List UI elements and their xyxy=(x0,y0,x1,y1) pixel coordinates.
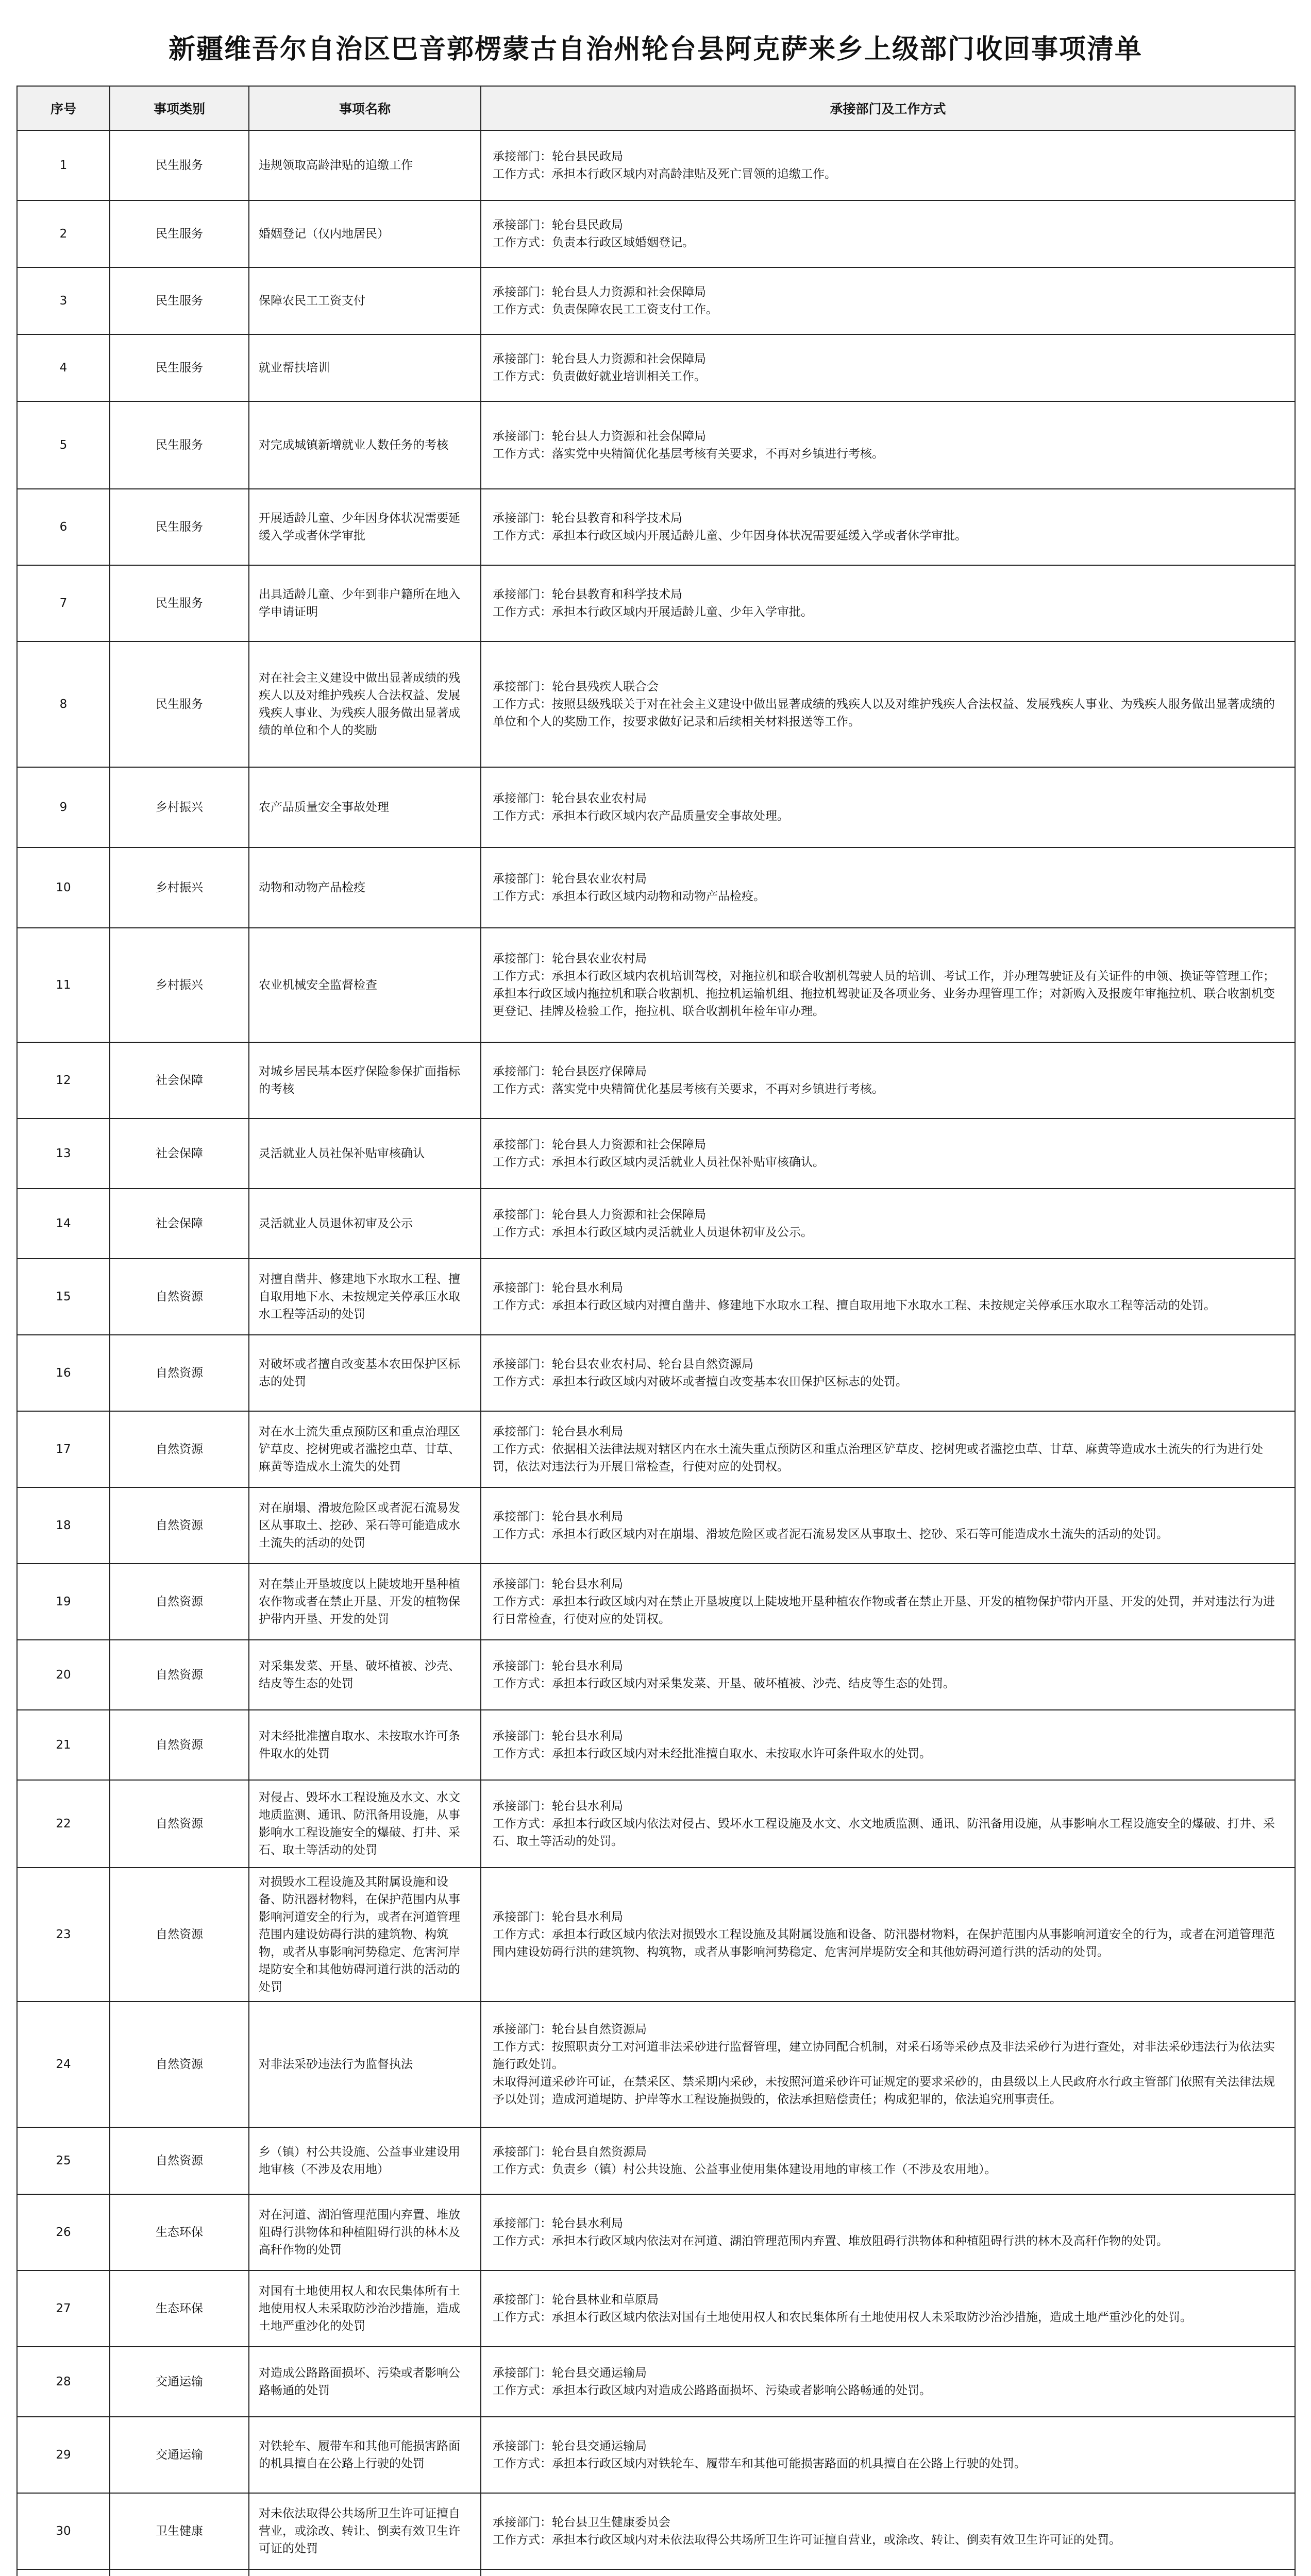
row-category: 社会保障 xyxy=(110,1042,249,1118)
row-department xyxy=(481,1640,1295,1710)
table-row xyxy=(17,334,1295,401)
department-line: 承接部门：轮台县农业农村局 xyxy=(493,792,647,805)
department-line: 工作方式：承担本行政区域内灵活就业人员社保补贴审核确认。 xyxy=(493,1156,825,1169)
department-line: 承接部门：轮台县自然资源局 xyxy=(493,2145,647,2159)
row-category: 自然资源 xyxy=(110,1710,249,1780)
department-line: 承接部门：轮台县交通运输局 xyxy=(493,2439,647,2453)
department-line: 工作方式：承担本行政区域内对未经批准擅自取水、未按取水许可条件取水的处罚。 xyxy=(493,1747,931,1760)
row-department xyxy=(481,1564,1295,1640)
department-line: 工作方式：承担本行政区域内灵活就业人员退休初审及公示。 xyxy=(493,1226,813,1239)
row-category: 乡村振兴 xyxy=(110,928,249,1042)
table-body xyxy=(17,130,1295,2576)
row-item-name: 农业机械安全监督检查 xyxy=(249,928,481,1042)
department-line: 承接部门：轮台县人力资源和社会保障局 xyxy=(493,285,706,299)
table-row xyxy=(17,2493,1295,2569)
row-number: 4 xyxy=(17,334,110,401)
table-header-row xyxy=(17,86,1295,130)
department-line: 工作方式：承担本行政区域内对在崩塌、滑坡危险区或者泥石流易发区从事取土、挖砂、采石等可能造成水土流失的活动的处罚。 xyxy=(493,1528,1168,1541)
row-item-name: 对非法采砂违法行为监督执法 xyxy=(249,2002,481,2127)
row-number: 20 xyxy=(17,1640,110,1710)
row-category: 民生服务 xyxy=(110,130,249,200)
department-line: 承接部门：轮台县水利局 xyxy=(493,1510,623,1523)
department-line: 承接部门：轮台县教育和科学技术局 xyxy=(493,588,682,601)
row-item-name: 婚姻登记（仅内地居民） xyxy=(249,200,481,267)
row-item-name: 对未依法取得公共场所卫生许可证擅自营业，或涂改、转让、倒卖有效卫生许可证的处罚 xyxy=(249,2493,481,2569)
row-department xyxy=(481,1868,1295,2002)
row-category: 民生服务 xyxy=(110,267,249,334)
department-line: 工作方式：承担本行政区域内对造成公路路面损坏、污染或者影响公路畅通的处罚。 xyxy=(493,2384,931,2397)
row-item-name: 对侵占、毁坏水工程设施及水文、水文地质监测、通讯、防汛备用设施，从事影响水工程设施安全的爆破、打井、采石、取土等活动的处罚 xyxy=(249,1780,481,1868)
row-number: 25 xyxy=(17,2127,110,2194)
row-number xyxy=(17,2569,110,2576)
table-row xyxy=(17,2347,1295,2417)
row-item-name: 对擅自凿井、修建地下水取水工程、擅自取用地下水、未按规定关停承压水取水工程等活动的处罚 xyxy=(249,1259,481,1335)
department-line: 工作方式：负责做好就业培训相关工作。 xyxy=(493,370,706,383)
row-item-name: 乡（镇）村公共设施、公益事业建设用地审核（不涉及农用地） xyxy=(249,2127,481,2194)
table-row xyxy=(17,130,1295,200)
department-line: 承接部门：轮台县水利局 xyxy=(493,1578,623,1591)
row-category: 交通运输 xyxy=(110,2347,249,2417)
table-row xyxy=(17,848,1295,928)
row-item-name: 农产品质量安全事故处理 xyxy=(249,767,481,848)
department-line: 工作方式：落实党中央精简优化基层考核有关要求，不再对乡镇进行考核。 xyxy=(493,1082,884,1096)
items-table xyxy=(16,86,1296,2576)
row-item-name: 违规领取高龄津贴的追缴工作 xyxy=(249,130,481,200)
department-line: 承接部门：轮台县农业农村局、轮台县自然资源局 xyxy=(493,1358,753,1371)
table-row xyxy=(17,401,1295,489)
row-number: 27 xyxy=(17,2270,110,2347)
row-category: 交通运输 xyxy=(110,2417,249,2493)
row-item-name: 对采集发菜、开垦、破坏植被、沙壳、结皮等生态的处罚 xyxy=(249,1640,481,1710)
table-row xyxy=(17,1259,1295,1335)
department-line: 工作方式：落实党中央精简优化基层考核有关要求，不再对乡镇进行考核。 xyxy=(493,447,884,461)
row-number: 21 xyxy=(17,1710,110,1780)
row-department xyxy=(481,2569,1295,2576)
row-department xyxy=(481,641,1295,767)
department-line: 承接部门：轮台县水利局 xyxy=(493,1730,623,1743)
table-row xyxy=(17,2569,1295,2576)
row-department xyxy=(481,1780,1295,1868)
header-no: 序号 xyxy=(17,86,110,130)
department-line: 工作方式：负责保障农民工工资支付工作。 xyxy=(493,303,718,316)
row-category: 自然资源 xyxy=(110,1564,249,1640)
row-item-name: 对未经批准擅自取水、未按取水许可条件取水的处罚 xyxy=(249,1710,481,1780)
row-department xyxy=(481,1411,1295,1487)
row-category: 民生服务 xyxy=(110,641,249,767)
row-department xyxy=(481,1487,1295,1564)
row-number: 11 xyxy=(17,928,110,1042)
row-department xyxy=(481,200,1295,267)
department-line: 未取得河道采砂许可证，在禁采区、禁采期内采砂，未按照河道采砂许可证规定的要求采砂的，由县级以上人民政府水行政主管部门依照有关法律法规予以处罚；造成河道堤防、护岸等水工程设施损毁的，依法承担赔偿责任；构成犯罪的，依法追究刑事责任。 xyxy=(493,2075,1275,2106)
department-line: 工作方式：承担本行政区域内对破坏或者擅自改变基本农田保护区标志的处罚。 xyxy=(493,1375,907,1388)
row-item-name: 保障农民工工资支付 xyxy=(249,267,481,334)
department-line: 工作方式：承担本行政区域内农机培训驾校，对拖拉机和联合收割机驾驶人员的培训、考试工作，并办理驾驶证及有关证件的申领、换证等管理工作；承担本行政区域内拖拉机和联合收割机、拖拉机运输机组、拖拉机驾驶证及各项业务、业务办理管理工作；对新购入及报废年审拖拉机、联合收割机变更登记、挂牌及检验工作，拖拉机、联合收割机年检年审办理。 xyxy=(493,970,1275,1018)
row-department xyxy=(481,2002,1295,2127)
header-category: 事项类别 xyxy=(110,86,249,130)
department-line: 工作方式：承担本行政区域内开展适龄儿童、少年因身体状况需要延缓入学或者休学审批。 xyxy=(493,529,967,543)
row-department xyxy=(481,2493,1295,2569)
department-line: 承接部门：轮台县人力资源和社会保障局 xyxy=(493,1208,706,1222)
row-category: 生态环保 xyxy=(110,2194,249,2270)
row-category: 乡村振兴 xyxy=(110,767,249,848)
row-item-name: 开展适龄儿童、少年因身体状况需要延缓入学或者休学审批 xyxy=(249,489,481,565)
row-category xyxy=(110,2569,249,2576)
row-item-name: 灵活就业人员社保补贴审核确认 xyxy=(249,1118,481,1189)
row-number: 13 xyxy=(17,1118,110,1189)
row-department xyxy=(481,2417,1295,2493)
table-row xyxy=(17,1710,1295,1780)
department-line: 承接部门：轮台县水利局 xyxy=(493,1659,623,1673)
row-department xyxy=(481,1259,1295,1335)
row-item-name: 对完成城镇新增就业人数任务的考核 xyxy=(249,401,481,489)
department-line: 工作方式：依据相关法律法规对辖区内在水土流失重点预防区和重点治理区铲草皮、挖树兜或者滥挖虫草、甘草、麻黄等造成水土流失的行为进行处罚，依法对违法行为开展日常检查，行使对应的处罚权。 xyxy=(493,1443,1263,1473)
department-line: 工作方式：负责乡（镇）村公共设施、公益事业使用集体建设用地的审核工作（不涉及农用地）。 xyxy=(493,2163,997,2176)
row-department xyxy=(481,848,1295,928)
row-number: 22 xyxy=(17,1780,110,1868)
row-department xyxy=(481,1118,1295,1189)
department-line: 工作方式：承担本行政区域内依法对损毁水工程设施及其附属设施和设备、防汛器材物料，在保护范围内从事影响河道安全的行为，或者在河道管理范围内建设妨碍行洪的建筑物、构筑物，或者从事影响河势稳定、危害河岸堤防安全和其他妨碍河道行洪的活动的处罚。 xyxy=(493,1928,1275,1959)
row-item-name: 对在禁止开垦坡度以上陡坡地开垦种植农作物或者在禁止开垦、开发的植物保护带内开垦、开发的处罚 xyxy=(249,1564,481,1640)
row-number: 19 xyxy=(17,1564,110,1640)
row-department xyxy=(481,1042,1295,1118)
department-line: 工作方式：承担本行政区域内依法对侵占、毁坏水工程设施及水文、水文地质监测、通讯、防汛备用设施，从事影响水工程设施安全的爆破、打井、采石、取土等活动的处罚。 xyxy=(493,1817,1275,1848)
row-item-name: 对在崩塌、滑坡危险区或者泥石流易发区从事取土、挖砂、采石等可能造成水土流失的活动的处罚 xyxy=(249,1487,481,1564)
row-department xyxy=(481,2347,1295,2417)
department-line: 承接部门：轮台县民政局 xyxy=(493,150,623,163)
row-category: 自然资源 xyxy=(110,1640,249,1710)
row-number: 5 xyxy=(17,401,110,489)
department-line: 承接部门：轮台县残疾人联合会 xyxy=(493,680,659,693)
row-department xyxy=(481,267,1295,334)
row-category: 自然资源 xyxy=(110,1868,249,2002)
row-item-name: 对破坏或者擅自改变基本农田保护区标志的处罚 xyxy=(249,1335,481,1411)
department-line: 工作方式：按照县级残联关于对在社会主义建设中做出显著成绩的残疾人以及对维护残疾人合法权益、发展残疾人事业、为残疾人服务做出显著成绩的单位和个人的奖励工作，按要求做好记录和后续相关材料报送等工作。 xyxy=(493,698,1275,728)
department-line: 承接部门：轮台县自然资源局 xyxy=(493,2023,647,2036)
table-row xyxy=(17,928,1295,1042)
row-category: 自然资源 xyxy=(110,1780,249,1868)
row-department xyxy=(481,767,1295,848)
department-line: 工作方式：按照职责分工对河道非法采砂进行监督管理，建立协同配合机制，对采石场等采砂点及非法采砂行为进行查处，对非法采砂违法行为依法实施行政处罚。 xyxy=(493,2040,1275,2071)
department-line: 承接部门：轮台县交通运输局 xyxy=(493,2366,647,2380)
row-category: 生态环保 xyxy=(110,2270,249,2347)
department-line: 工作方式：负责本行政区域婚姻登记。 xyxy=(493,236,694,249)
row-item-name: 出具适龄儿童、少年到非户籍所在地入学申请证明 xyxy=(249,565,481,641)
row-department xyxy=(481,334,1295,401)
row-item-name xyxy=(249,2569,481,2576)
department-line: 工作方式：承担本行政区域内动物和动物产品检疫。 xyxy=(493,890,765,903)
row-item-name: 对铁轮车、履带车和其他可能损害路面的机具擅自在公路上行驶的处罚 xyxy=(249,2417,481,2493)
department-line: 承接部门：轮台县水利局 xyxy=(493,1800,623,1813)
department-line: 工作方式：承担本行政区域内对未依法取得公共场所卫生许可证擅自营业，或涂改、转让、倒卖有效卫生许可证的处罚。 xyxy=(493,2533,1121,2547)
row-item-name: 对在河道、湖泊管理范围内弃置、堆放阻碍行洪物体和种植阻碍行洪的林木及高秆作物的处罚 xyxy=(249,2194,481,2270)
row-department xyxy=(481,130,1295,200)
table-row xyxy=(17,1564,1295,1640)
row-category: 民生服务 xyxy=(110,401,249,489)
department-line: 承接部门：轮台县民政局 xyxy=(493,218,623,232)
table-row xyxy=(17,565,1295,641)
row-item-name: 灵活就业人员退休初审及公示 xyxy=(249,1189,481,1259)
table-row xyxy=(17,641,1295,767)
row-item-name: 对国有土地使用权人和农民集体所有土地使用权人未采取防沙治沙措施，造成土地严重沙化的处罚 xyxy=(249,2270,481,2347)
table-row xyxy=(17,2002,1295,2127)
row-department xyxy=(481,1710,1295,1780)
row-item-name: 对城乡居民基本医疗保险参保扩面指标的考核 xyxy=(249,1042,481,1118)
row-department xyxy=(481,401,1295,489)
row-number: 3 xyxy=(17,267,110,334)
row-category: 自然资源 xyxy=(110,1411,249,1487)
row-number: 15 xyxy=(17,1259,110,1335)
row-item-name: 对在社会主义建设中做出显著成绩的残疾人以及对维护残疾人合法权益、发展残疾人事业、为残疾人服务做出显著成绩的单位和个人的奖励 xyxy=(249,641,481,767)
row-number: 24 xyxy=(17,2002,110,2127)
table-row xyxy=(17,1411,1295,1487)
department-line: 承接部门：轮台县教育和科学技术局 xyxy=(493,512,682,525)
row-category: 自然资源 xyxy=(110,2127,249,2194)
row-item-name: 对损毁水工程设施及其附属设施和设备、防汛器材物料，在保护范围内从事影响河道安全的行为，或者在河道管理范围内建设妨碍行洪的建筑物、构筑物，或者从事影响河势稳定、危害河岸堤防安全和其他妨碍河道行洪的活动的处罚 xyxy=(249,1868,481,2002)
department-line: 工作方式：承担本行政区域内对擅自凿井、修建地下水取水工程、擅自取用地下水取水工程、未按规定关停承压水取水工程等活动的处罚。 xyxy=(493,1299,1216,1312)
department-line: 承接部门：轮台县农业农村局 xyxy=(493,952,647,965)
table-row xyxy=(17,1780,1295,1868)
table-row xyxy=(17,1118,1295,1189)
row-category: 民生服务 xyxy=(110,200,249,267)
row-category: 民生服务 xyxy=(110,565,249,641)
row-department xyxy=(481,2270,1295,2347)
row-department xyxy=(481,928,1295,1042)
table-row xyxy=(17,2270,1295,2347)
department-line: 承接部门：轮台县农业农村局 xyxy=(493,872,647,886)
row-department xyxy=(481,1189,1295,1259)
header-name: 事项名称 xyxy=(249,86,481,130)
table-row xyxy=(17,2127,1295,2194)
row-item-name: 对造成公路路面损坏、污染或者影响公路畅通的处罚 xyxy=(249,2347,481,2417)
department-line: 工作方式：承担本行政区域内开展适龄儿童、少年入学审批。 xyxy=(493,605,813,619)
row-number: 17 xyxy=(17,1411,110,1487)
row-category: 自然资源 xyxy=(110,1259,249,1335)
page-title: 新疆维吾尔自治区巴音郭楞蒙古自治州轮台县阿克萨来乡上级部门收回事项清单 xyxy=(168,33,1142,65)
row-department xyxy=(481,2194,1295,2270)
row-number: 1 xyxy=(17,130,110,200)
table-row xyxy=(17,767,1295,848)
row-item-name: 对在水土流失重点预防区和重点治理区铲草皮、挖树兜或者滥挖虫草、甘草、麻黄等造成水土流失的处罚 xyxy=(249,1411,481,1487)
table-row xyxy=(17,267,1295,334)
row-category: 自然资源 xyxy=(110,1335,249,1411)
table-row xyxy=(17,1335,1295,1411)
table-row xyxy=(17,2417,1295,2493)
row-category: 社会保障 xyxy=(110,1118,249,1189)
row-item-name: 动物和动物产品检疫 xyxy=(249,848,481,928)
row-number: 28 xyxy=(17,2347,110,2417)
department-line: 工作方式：承担本行政区域内对在禁止开垦坡度以上陡坡地开垦种植农作物或者在禁止开垦、开发的植物保护带内开垦、开发的处罚，并对违法行为进行日常检查，行使对应的处罚权。 xyxy=(493,1595,1275,1626)
row-department xyxy=(481,2127,1295,2194)
row-number: 6 xyxy=(17,489,110,565)
row-number: 23 xyxy=(17,1868,110,2002)
department-line: 工作方式：承担本行政区域内对铁轮车、履带车和其他可能损害路面的机具擅自在公路上行驶的处罚。 xyxy=(493,2457,1026,2470)
row-number: 10 xyxy=(17,848,110,928)
department-line: 工作方式：承担本行政区域内对采集发菜、开垦、破坏植被、沙壳、结皮等生态的处罚。 xyxy=(493,1677,955,1690)
table-row xyxy=(17,1868,1295,2002)
header-dept: 承接部门及工作方式 xyxy=(481,86,1295,130)
department-line: 承接部门：轮台县水利局 xyxy=(493,1425,623,1438)
row-category: 民生服务 xyxy=(110,489,249,565)
table-row xyxy=(17,1042,1295,1118)
row-number: 26 xyxy=(17,2194,110,2270)
row-number: 7 xyxy=(17,565,110,641)
row-category: 卫生健康 xyxy=(110,2493,249,2569)
table-row xyxy=(17,489,1295,565)
row-category: 民生服务 xyxy=(110,334,249,401)
table-row xyxy=(17,2194,1295,2270)
row-number: 18 xyxy=(17,1487,110,1564)
row-department xyxy=(481,1335,1295,1411)
table-row xyxy=(17,1487,1295,1564)
row-category: 自然资源 xyxy=(110,2002,249,2127)
row-item-name: 就业帮扶培训 xyxy=(249,334,481,401)
department-line: 承接部门：轮台县人力资源和社会保障局 xyxy=(493,352,706,366)
department-line: 工作方式：承担本行政区域内农产品质量安全事故处理。 xyxy=(493,809,789,823)
department-line: 工作方式：承担本行政区域内依法对国有土地使用权人和农民集体所有土地使用权人未采取防沙治沙措施，造成土地严重沙化的处罚。 xyxy=(493,2311,1192,2324)
row-number: 2 xyxy=(17,200,110,267)
row-department xyxy=(481,565,1295,641)
department-line: 承接部门：轮台县卫生健康委员会 xyxy=(493,2516,670,2529)
row-number: 9 xyxy=(17,767,110,848)
row-number: 14 xyxy=(17,1189,110,1259)
row-number: 29 xyxy=(17,2417,110,2493)
department-line: 承接部门：轮台县人力资源和社会保障局 xyxy=(493,1138,706,1151)
table-row xyxy=(17,1640,1295,1710)
row-category: 社会保障 xyxy=(110,1189,249,1259)
department-line: 承接部门：轮台县人力资源和社会保障局 xyxy=(493,430,706,443)
department-line: 承接部门：轮台县水利局 xyxy=(493,1281,623,1295)
department-line: 工作方式：承担本行政区域内对高龄津贴及死亡冒领的追缴工作。 xyxy=(493,167,836,181)
row-number: 30 xyxy=(17,2493,110,2569)
table-row xyxy=(17,200,1295,267)
department-line: 承接部门：轮台县林业和草原局 xyxy=(493,2293,659,2307)
row-category: 自然资源 xyxy=(110,1487,249,1564)
department-line: 工作方式：承担本行政区域内依法对在河道、湖泊管理范围内弃置、堆放阻碍行洪物体和种植阻碍行洪的林木及高秆作物的处罚。 xyxy=(493,2234,1168,2248)
department-line: 承接部门：轮台县医疗保障局 xyxy=(493,1065,647,1078)
department-line: 承接部门：轮台县水利局 xyxy=(493,2217,623,2230)
table-row xyxy=(17,1189,1295,1259)
department-line: 承接部门：轮台县水利局 xyxy=(493,1910,623,1924)
row-number: 16 xyxy=(17,1335,110,1411)
row-department xyxy=(481,489,1295,565)
row-number: 8 xyxy=(17,641,110,767)
row-category: 乡村振兴 xyxy=(110,848,249,928)
row-number: 12 xyxy=(17,1042,110,1118)
